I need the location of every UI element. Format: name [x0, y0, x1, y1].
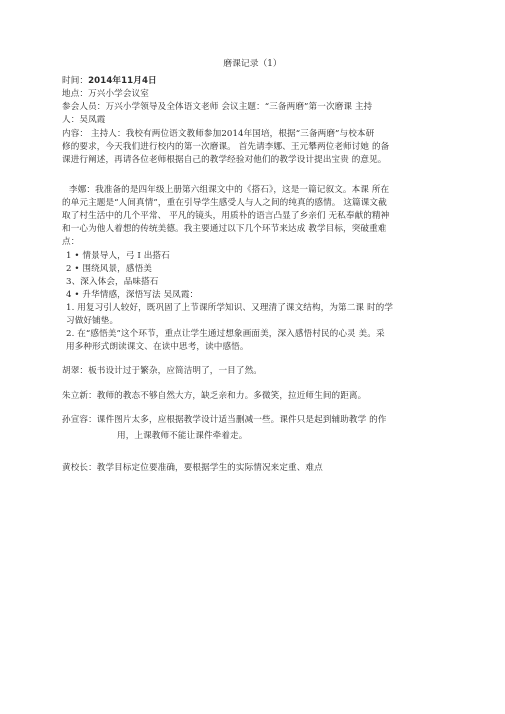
wu-line-1: 1. 用复习引人较好，既巩固了上节课所学知识、又理清了课文结构，为第二课 时的学 — [66, 303, 394, 313]
participants-line-2: 人：吴凤霞 — [62, 115, 106, 125]
lina-line-5: 点： — [62, 237, 80, 247]
step-3: 3、深入体会，品味搭石 — [66, 277, 159, 287]
time-label: 时间： — [62, 76, 89, 86]
sun-line-1: 孙宣容：课件图片太多，应根据教学设计适当删减一些。课件只是起到辅助教学 的作 — [62, 415, 387, 425]
time-value: 2014年11月4日 — [88, 76, 157, 86]
sun-line-2: 用，上课教师不能让课件牵着走。 — [117, 431, 248, 441]
step-2: 2 • 围绕风景，感悟美 — [66, 264, 152, 274]
lina-line-2: 的单元主题是“人间真情”，重在引导学生感受人与人之间的纯真的感情。 这篇课文截 — [62, 198, 387, 208]
content-line-1: 内容： 主持人：我校有两位语文教师参加2014年国培，根据“三备两磨”与校本研 — [62, 129, 375, 139]
lina-line-4: 和一心为他人着想的传统美德。我主要通过以下几个环节来达成 教学目标，突破重难 — [62, 224, 387, 234]
step-1: 1 • 情景导人，弓 I 出搭石 — [66, 251, 170, 261]
lina-line-3: 取了村生活中的几个平常、 平凡的镜头，用质朴的语言凸显了乡亲们 无私奉献的精神 — [62, 211, 390, 221]
zhu-comment: 朱立新：教师的教态不够自然大方，缺乏亲和力。多微笑，拉近师生间的距离。 — [62, 391, 367, 401]
wu-line-3: 2. 在“感悟美”这个环节，重点让学生通过想象画面美，深入感悟村民的心灵 美。采 — [66, 329, 385, 339]
wu-line-4: 用多种形式朗读课文、在读中思考，读中感悟。 — [66, 342, 249, 352]
location-line: 地点：万兴小学会议室 — [62, 89, 149, 99]
participants-line-1: 参会人员：万兴小学领导及全体语文老师 会议主题：“三备两磨”第一次磨课 主持 — [62, 102, 373, 112]
step-4: 4 • 升华情感，深悟写法 吴凤霞： — [66, 290, 199, 300]
huang-comment: 黄校长：教学目标定位要准确，要根据学生的实际情况来定重、难点 — [62, 463, 323, 473]
hu-comment: 胡翠：板书设计过于繁杂，应简洁明了，一目了然。 — [62, 366, 262, 376]
document-title: 磨课记录（1） — [223, 59, 282, 69]
lina-line-1: 李娜：我准备的是四年级上册第六组课文中的《搭石》，这是一篇记叙文。本课 所在 — [69, 185, 390, 195]
wu-line-2: 习做好铺垫。 — [66, 316, 119, 326]
content-line-2: 修的要求，今天我们进行校内的第一次磨课。 首先请李娜、王元攀两位老师讨她 的备 — [62, 142, 390, 152]
time-line — [62, 75, 462, 87]
content-line-3: 课进行阐述，再请各位老师根据自己的教学经验对他们的教学设计提出宝贵 的意见。 — [62, 155, 387, 165]
